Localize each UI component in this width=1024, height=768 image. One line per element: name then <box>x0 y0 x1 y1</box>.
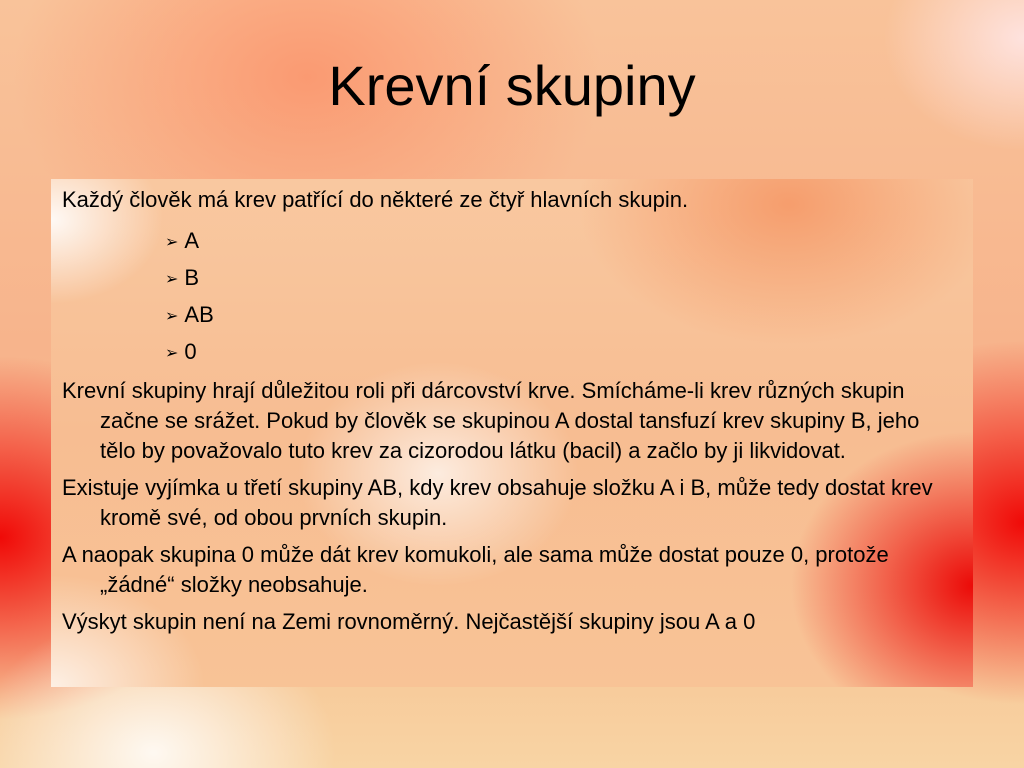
arrow-bullet-icon: ➢ <box>165 345 179 362</box>
blood-group-label: B <box>184 265 200 290</box>
list-item <box>62 296 959 333</box>
arrow-bullet-icon: ➢ <box>165 308 179 325</box>
transfusion-paragraph: Krevní skupiny hrají důležitou roli při dárcovství krve. Smícháme-li krev různých skupin začne se srážet. Pokud by člověk se skupinou A dostal tansfuzí krev skupiny B, jeho tělo by považovalo tuto krev za cizorodou látku (bacil) a začlo by ji likvidovat. <box>62 378 920 463</box>
zero-donor-paragraph: A naopak skupina 0 může dát krev komukoli, ale sama může dostat pouze 0, protože „žádné“ složky neobsahuje. <box>62 542 889 597</box>
list-item <box>62 259 959 296</box>
list-item <box>62 222 959 259</box>
arrow-bullet-icon: ➢ <box>165 234 179 251</box>
blood-group-label: 0 <box>184 339 197 364</box>
intro-paragraph: Každý člověk má krev patřící do některé ze čtyř hlavních skupin. <box>62 187 689 212</box>
arrow-bullet-icon: ➢ <box>165 271 179 288</box>
blood-group-label: A <box>184 228 200 253</box>
distribution-paragraph: Výskyt skupin není na Zemi rovnoměrný. Nejčastější skupiny jsou A a 0 <box>62 609 756 634</box>
slide-title: Krevní skupiny <box>328 54 696 117</box>
ab-exception-paragraph: Existuje vyjímka u třetí skupiny AB, kdy krev obsahuje složku A i B, může tedy dostat krev kromě své, od obou prvních skupin. <box>62 475 933 530</box>
blood-group-list <box>62 222 959 370</box>
blood-group-label: AB <box>184 302 214 327</box>
content-box <box>51 179 973 687</box>
list-item <box>62 333 959 370</box>
